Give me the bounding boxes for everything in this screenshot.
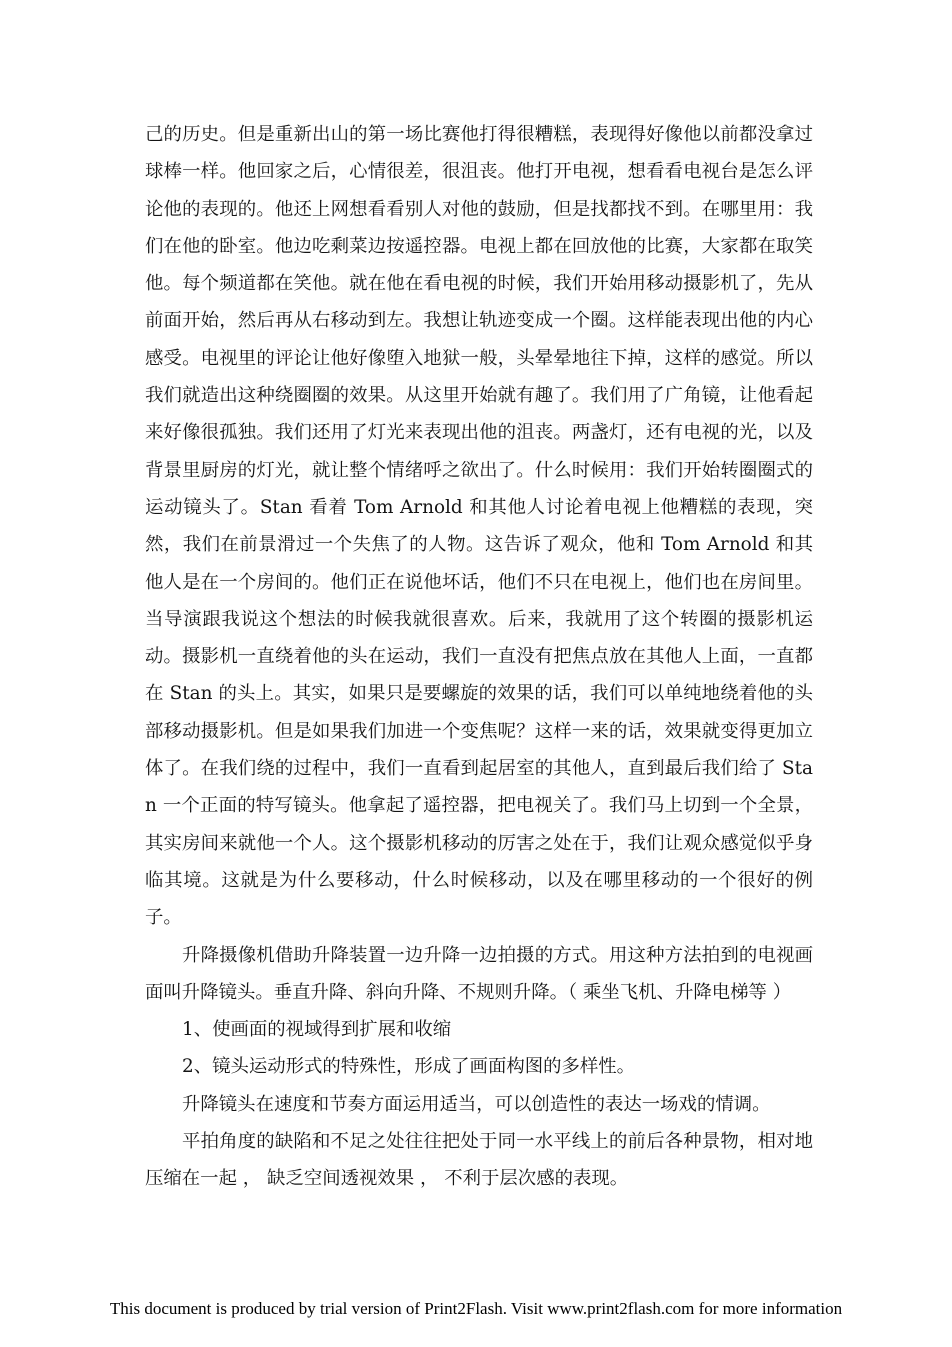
paragraph-crane-shot-rhythm: 升降镜头在速度和节奏方面运用适当，可以创造性的表达一场戏的情调。 (182, 1093, 771, 1115)
paragraph-level-angle-drawbacks: 平拍角度的缺陷和不足之处往往把处于同一水平线上的前后各种景物，相对地压缩在一起 ， 缺乏空间透视效果 ， 不利于层次感的表现。 (145, 1131, 813, 1190)
paragraph-crane-shot-definition: 升降摄像机借助升降装置一边升降一边拍摄的方式。用这种方法拍到的电视画面叫升降镜头。垂直升降、斜向升降、不规则升降。（ 乘坐飞机、升降电梯等 ） (145, 944, 813, 1003)
list-item: 1、使画面的视域得到扩展和收缩 (182, 1019, 452, 1041)
document-body (145, 116, 813, 1198)
list-item: 2、镜头运动形式的特殊性，形成了画面构图的多样性。 (182, 1056, 636, 1078)
trial-watermark-footer: This document is produced by trial version of Print2Flash. Visit www.print2flash.com for more information (109, 1299, 843, 1318)
paragraph-camera-movement-example: 己的历史。但是重新出山的第一场比赛他打得很糟糕，表现得好像他以前都没拿过球棒一样。他回家之后，心情很差，很沮丧。他打开电视，想看看电视台是怎么评论他的表现的。他还上网想看看别人对他的鼓励，但是找都找不到。在哪里用：我们在他的卧室。他边吃剩菜边按遥控器。电视上都在回放他的比赛，大家都在取笑他。每个频道都在笑他。就在他在看电视的时候，我们开始用移动摄影机了，先从前面开始，然后再从右移动到左。我想让轨迹变成一个圈。这样能表现出他的内心感受。电视里的评论让他好像堕入地狱一般，头晕晕地往下掉，这样的感觉。所以我们就造出这种绕圈圈的效果。从这里开始就有趣了。我们用了广角镜，让他看起来好像很孤独。我们还用了灯光来表现出他的沮丧。两盏灯，还有电视的光，以及背景里厨房的灯光，就让整个情绪呼之欲出了。什么时候用：我们开始转圈圈式的运动镜头了。Stan 看着 Tom Arnold 和其他人讨论着电视上他糟糕的表现，突然，我们在前景滑过一个失焦了的人物。这告诉了观众，他和 Tom Arnold 和其他人是在一个房间的。他们正在说他坏话，他们不只在电视上，他们也在房间里。当导演跟我说这个想法的时候我就很喜欢。后来，我就用了这个转圈的摄影机运动。摄影机一直绕着他的头在运动，我们一直没有把焦点放在其他人上面，一直都在 Stan 的头上。其实，如果只是要螺旋的效果的话，我们可以单纯地绕着他的头部移动摄影机。但是如果我们加进一个变焦呢？这样一来的话，效果就变得更加立体了。在我们绕的过程中，我们一直看到起居室的其他人，直到最后我们给了 Stan 一个正面的特写镜头。他拿起了遥控器，把电视关了。我们马上切到一个全景，其实房间来就他一个人。这个摄影机移动的厉害之处在于，我们让观众感觉似乎身临其境。这就是为什么要移动，什么时候移动，以及在哪里移动的一个很好的例子。 (145, 124, 813, 929)
